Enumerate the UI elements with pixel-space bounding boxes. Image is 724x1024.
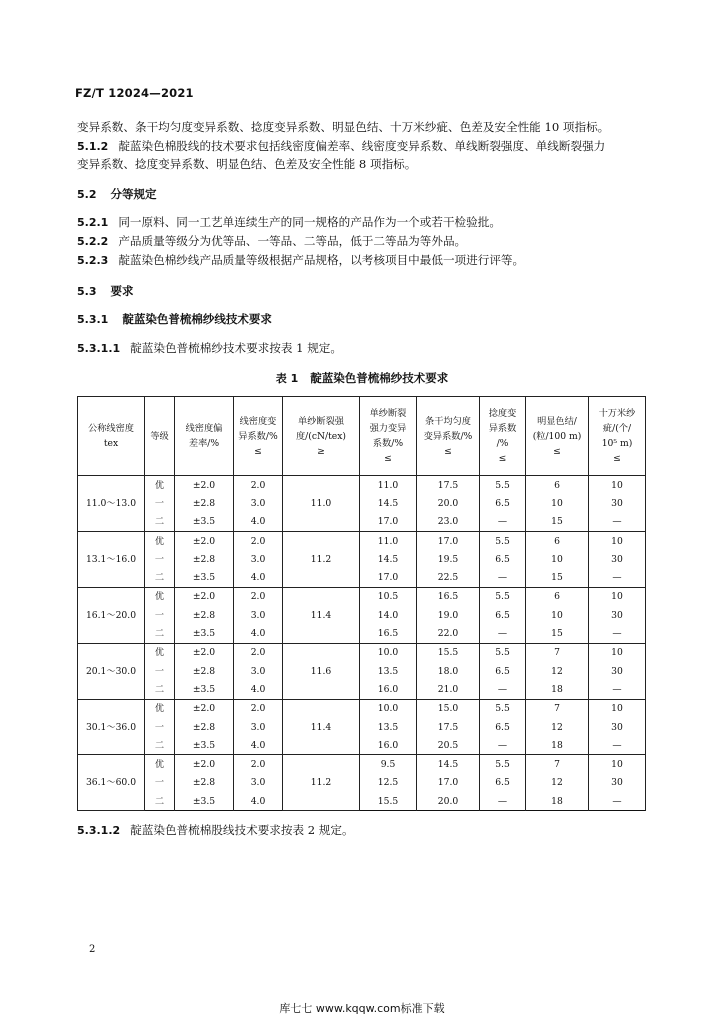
heading-title: 要求 [110, 284, 134, 298]
heading-5-3-1 [77, 311, 272, 328]
yarn-faults-cell: 10 [589, 643, 646, 662]
table-row [78, 476, 646, 495]
strength-cv-cell: 17.0 [360, 513, 417, 532]
column-header-line: 明显色结/ [537, 415, 577, 427]
evenness-cv-cell: 17.0 [417, 774, 480, 792]
clause-number: 5.2.3 [77, 254, 109, 267]
breaking-tenacity-cell: 11.4 [283, 587, 360, 643]
column-header-line: ≤ [498, 453, 507, 464]
paragraph-5-2-2 [77, 233, 466, 250]
paragraph-text: 同一原料、同一工艺单连续生产的同一规格的产品作为一个或若干检验批。 [118, 215, 501, 229]
yarn-faults-cell: 10 [589, 531, 646, 550]
column-header-line: 线密度变 [239, 415, 277, 427]
yarn-faults-cell: 10 [589, 587, 646, 606]
clause-number: 5.1.2 [77, 140, 109, 153]
grade-cell: 优 [145, 643, 175, 662]
column-header-line: (粒/100 m) [532, 430, 582, 442]
grade-cell: 二 [145, 792, 175, 811]
evenness-cv-cell: 20.0 [417, 494, 480, 512]
color-knots-cell: 10 [526, 606, 589, 624]
twist-cv-cell: 5.5 [480, 531, 526, 550]
strength-cv-cell: 13.5 [360, 662, 417, 680]
grade-cell: 二 [145, 624, 175, 643]
color-knots-cell: 12 [526, 718, 589, 736]
linear-density-range-cell: 16.1～20.0 [78, 587, 145, 643]
evenness-cv-cell: 19.5 [417, 550, 480, 568]
linear-density-range-cell: 13.1～16.0 [78, 531, 145, 587]
grade-cell: 一 [145, 494, 175, 512]
color-knots-cell: 18 [526, 736, 589, 755]
yarn-faults-cell: — [589, 736, 646, 755]
density-deviation-cell: ±2.8 [175, 774, 234, 792]
breaking-tenacity-cell: 11.0 [283, 476, 360, 532]
column-header [589, 397, 646, 476]
heading-5-3 [77, 283, 134, 300]
yarn-faults-cell: 10 [589, 699, 646, 718]
table-row [78, 774, 646, 792]
evenness-cv-cell: 14.5 [417, 755, 480, 774]
paragraph-text: 变异系数、条干均匀度变异系数、捻度变异系数、明显色结、十万米纱疵、色差及安全性能 10 项指标。 [77, 120, 610, 134]
twist-cv-cell: — [480, 736, 526, 755]
column-header-line: 系数/% [372, 438, 404, 449]
table-row [78, 513, 646, 532]
color-knots-cell: 6 [526, 531, 589, 550]
strength-cv-cell: 14.0 [360, 606, 417, 624]
grade-cell: 一 [145, 718, 175, 736]
density-deviation-cell: ±2.0 [175, 531, 234, 550]
density-deviation-cell: ±3.5 [175, 513, 234, 532]
strength-cv-cell: 14.5 [360, 550, 417, 568]
strength-cv-cell: 11.0 [360, 531, 417, 550]
density-deviation-cell: ±3.5 [175, 736, 234, 755]
grade-cell: 二 [145, 513, 175, 532]
breaking-tenacity-cell: 11.2 [283, 531, 360, 587]
table-number: 表 1 [275, 372, 299, 385]
yarn-faults-cell: 30 [589, 774, 646, 792]
column-header [145, 397, 175, 476]
strength-cv-cell: 17.0 [360, 568, 417, 587]
column-header-line: ≤ [444, 445, 452, 457]
density-cv-cell: 3.0 [234, 774, 283, 792]
density-deviation-cell: ±3.5 [175, 792, 234, 811]
column-header-line: 10⁵ m) [601, 438, 633, 449]
color-knots-cell: 15 [526, 568, 589, 587]
strength-cv-cell: 10.0 [360, 643, 417, 662]
grade-cell: 优 [145, 476, 175, 495]
grade-cell: 二 [145, 736, 175, 755]
grade-cell: 一 [145, 662, 175, 680]
clause-number: 5.3 [77, 285, 97, 298]
table-row [78, 680, 646, 699]
twist-cv-cell: 6.5 [480, 606, 526, 624]
clause-number: 5.3.1 [77, 313, 109, 326]
evenness-cv-cell: 20.5 [417, 736, 480, 755]
strength-cv-cell: 16.0 [360, 736, 417, 755]
table-row [78, 718, 646, 736]
paragraph-5-1-2-line2 [77, 156, 416, 172]
spec-table [77, 396, 646, 811]
clause-number: 5.2.1 [77, 216, 109, 229]
twist-cv-cell: — [480, 792, 526, 811]
evenness-cv-cell: 23.0 [417, 513, 480, 532]
density-deviation-cell: ±2.0 [175, 476, 234, 495]
color-knots-cell: 15 [526, 624, 589, 643]
density-deviation-cell: ±2.8 [175, 494, 234, 512]
yarn-faults-cell: — [589, 568, 646, 587]
grade-cell: 优 [145, 699, 175, 718]
breaking-tenacity-cell: 11.6 [283, 643, 360, 699]
column-header-line: 公称线密度 [88, 423, 134, 434]
table-row [78, 736, 646, 755]
column-header [417, 397, 480, 476]
twist-cv-cell: 5.5 [480, 755, 526, 774]
density-cv-cell: 4.0 [234, 568, 283, 587]
yarn-faults-cell: — [589, 680, 646, 699]
breaking-tenacity-cell: 11.4 [283, 699, 360, 755]
density-cv-cell: 3.0 [234, 494, 283, 512]
breaking-tenacity-cell: 11.2 [283, 755, 360, 811]
color-knots-cell: 10 [526, 494, 589, 512]
heading-5-2 [77, 186, 157, 203]
table-row [78, 699, 646, 718]
density-cv-cell: 3.0 [234, 550, 283, 568]
grade-cell: 二 [145, 568, 175, 587]
density-cv-cell: 2.0 [234, 531, 283, 550]
table-row [78, 662, 646, 680]
yarn-faults-cell: 10 [589, 755, 646, 774]
column-header-line: 差率/% [188, 438, 220, 449]
density-cv-cell: 4.0 [234, 513, 283, 532]
paragraph-text: 变异系数、捻度变异系数、明显色结、色差及安全性能 8 项指标。 [77, 157, 417, 171]
column-header-line: 条干均匀度 [425, 415, 471, 427]
grade-cell: 优 [145, 531, 175, 550]
color-knots-cell: 7 [526, 755, 589, 774]
column-header [175, 397, 234, 476]
density-cv-cell: 4.0 [234, 736, 283, 755]
column-header-line: 十万米纱 [598, 408, 636, 419]
density-deviation-cell: ±2.8 [175, 550, 234, 568]
density-cv-cell: 4.0 [234, 624, 283, 643]
evenness-cv-cell: 21.0 [417, 680, 480, 699]
density-deviation-cell: ±2.8 [175, 606, 234, 624]
color-knots-cell: 6 [526, 587, 589, 606]
table-row [78, 643, 646, 662]
table-row [78, 606, 646, 624]
density-deviation-cell: ±3.5 [175, 680, 234, 699]
header-row [78, 397, 646, 476]
page-number: 2 [89, 944, 96, 955]
column-header-line: 异系数 [488, 423, 517, 434]
linear-density-range-cell: 11.0～13.0 [78, 476, 145, 532]
column-header-line: 单纱断裂 [369, 408, 407, 419]
clause-number: 5.2.2 [77, 235, 109, 248]
strength-cv-cell: 9.5 [360, 755, 417, 774]
column-header [234, 397, 283, 476]
density-cv-cell: 2.0 [234, 587, 283, 606]
twist-cv-cell: 5.5 [480, 643, 526, 662]
density-deviation-cell: ±2.8 [175, 718, 234, 736]
strength-cv-cell: 13.5 [360, 718, 417, 736]
paragraph-text: 靛蓝染色普梳棉纱技术要求按表 1 规定。 [130, 341, 342, 355]
column-header-line: tex [103, 438, 119, 449]
twist-cv-cell: — [480, 624, 526, 643]
density-deviation-cell: ±2.0 [175, 587, 234, 606]
table-body [78, 476, 646, 811]
column-header [78, 397, 145, 476]
footer-watermark: 库七七 www.kqqw.com标准下载 [279, 1002, 445, 1015]
column-header-line: ≤ [384, 453, 392, 464]
evenness-cv-cell: 15.5 [417, 643, 480, 662]
twist-cv-cell: — [480, 680, 526, 699]
density-deviation-cell: ±3.5 [175, 568, 234, 587]
grade-cell: 优 [145, 587, 175, 606]
evenness-cv-cell: 15.0 [417, 699, 480, 718]
yarn-faults-cell: 30 [589, 494, 646, 512]
twist-cv-cell: — [480, 513, 526, 532]
yarn-faults-cell: — [589, 792, 646, 811]
density-cv-cell: 2.0 [234, 643, 283, 662]
paragraph-5-1-2 [77, 138, 605, 155]
clause-number: 5.2 [77, 188, 97, 201]
table-row [78, 792, 646, 811]
table-row [78, 494, 646, 512]
column-header-line: 捻度变 [488, 408, 517, 419]
paragraph-5-2-3 [77, 252, 524, 269]
column-header-line: ≤ [254, 445, 262, 457]
strength-cv-cell: 14.5 [360, 494, 417, 512]
table-header [78, 397, 646, 476]
grade-cell: 一 [145, 550, 175, 568]
column-header-line: 度/(cN/tex) [295, 430, 347, 442]
paragraph-5-3-1-2 [77, 822, 354, 839]
paragraph-5-1-1-continued [77, 119, 609, 135]
column-header-line: 等级 [150, 430, 169, 442]
standard-code: FZ/T 12024—2021 [75, 86, 194, 100]
color-knots-cell: 10 [526, 550, 589, 568]
density-cv-cell: 3.0 [234, 662, 283, 680]
yarn-faults-cell: 30 [589, 550, 646, 568]
yarn-faults-cell: 30 [589, 606, 646, 624]
color-knots-cell: 12 [526, 774, 589, 792]
column-header [480, 397, 526, 476]
evenness-cv-cell: 16.5 [417, 587, 480, 606]
column-header-line: /% [496, 438, 509, 449]
column-header-line: 变异系数/% [423, 430, 473, 442]
density-deviation-cell: ±2.0 [175, 643, 234, 662]
density-deviation-cell: ±3.5 [175, 624, 234, 643]
strength-cv-cell: 16.5 [360, 624, 417, 643]
grade-cell: 二 [145, 680, 175, 699]
evenness-cv-cell: 18.0 [417, 662, 480, 680]
yarn-faults-cell: — [589, 513, 646, 532]
table-caption [0, 370, 724, 386]
twist-cv-cell: 6.5 [480, 774, 526, 792]
table-row [78, 755, 646, 774]
column-header [526, 397, 589, 476]
column-header-line: ≤ [613, 453, 621, 464]
color-knots-cell: 18 [526, 680, 589, 699]
grade-cell: 一 [145, 774, 175, 792]
evenness-cv-cell: 19.0 [417, 606, 480, 624]
column-header-line: 异系数/% [238, 430, 278, 442]
yarn-faults-cell: 30 [589, 718, 646, 736]
paragraph-5-3-1-1 [77, 340, 342, 357]
column-header-line: 疵/(个/ [602, 423, 632, 434]
density-deviation-cell: ±2.8 [175, 662, 234, 680]
density-cv-cell: 2.0 [234, 699, 283, 718]
color-knots-cell: 15 [526, 513, 589, 532]
strength-cv-cell: 10.5 [360, 587, 417, 606]
twist-cv-cell: 5.5 [480, 476, 526, 495]
strength-cv-cell: 11.0 [360, 476, 417, 495]
table-title: 靛蓝染色普梳棉纱技术要求 [310, 371, 449, 385]
evenness-cv-cell: 17.5 [417, 476, 480, 495]
evenness-cv-cell: 22.0 [417, 624, 480, 643]
table-row [78, 568, 646, 587]
strength-cv-cell: 12.5 [360, 774, 417, 792]
strength-cv-cell: 10.0 [360, 699, 417, 718]
grade-cell: 一 [145, 606, 175, 624]
evenness-cv-cell: 20.0 [417, 792, 480, 811]
density-deviation-cell: ±2.0 [175, 699, 234, 718]
twist-cv-cell: 6.5 [480, 718, 526, 736]
yarn-faults-cell: 30 [589, 662, 646, 680]
twist-cv-cell: 6.5 [480, 550, 526, 568]
clause-number: 5.3.1.2 [77, 824, 121, 837]
twist-cv-cell: 6.5 [480, 662, 526, 680]
color-knots-cell: 7 [526, 699, 589, 718]
linear-density-range-cell: 30.1～36.0 [78, 699, 145, 755]
table-row [78, 550, 646, 568]
evenness-cv-cell: 17.5 [417, 718, 480, 736]
linear-density-range-cell: 36.1～60.0 [78, 755, 145, 811]
yarn-faults-cell: — [589, 624, 646, 643]
evenness-cv-cell: 17.0 [417, 531, 480, 550]
density-cv-cell: 2.0 [234, 476, 283, 495]
evenness-cv-cell: 22.5 [417, 568, 480, 587]
density-cv-cell: 3.0 [234, 718, 283, 736]
table-row [78, 531, 646, 550]
color-knots-cell: 12 [526, 662, 589, 680]
strength-cv-cell: 16.0 [360, 680, 417, 699]
color-knots-cell: 18 [526, 792, 589, 811]
paragraph-text: 靛蓝染色棉股线的技术要求包括线密度偏差率、线密度变异系数、单线断裂强度、单线断裂强力 [118, 139, 606, 153]
density-cv-cell: 2.0 [234, 755, 283, 774]
column-header-line: ≥ [317, 445, 325, 457]
twist-cv-cell: — [480, 568, 526, 587]
color-knots-cell: 7 [526, 643, 589, 662]
density-cv-cell: 4.0 [234, 680, 283, 699]
column-header [283, 397, 360, 476]
twist-cv-cell: 5.5 [480, 699, 526, 718]
heading-title: 靛蓝染色普梳棉纱线技术要求 [122, 312, 272, 326]
table-row [78, 624, 646, 643]
density-deviation-cell: ±2.0 [175, 755, 234, 774]
paragraph-text: 靛蓝染色棉纱线产品质量等级根据产品规格，以考核项目中最低一项进行评等。 [118, 253, 525, 267]
column-header-line: 线密度偏 [185, 423, 223, 434]
column-header-line: ≤ [553, 445, 561, 457]
table-row [78, 587, 646, 606]
twist-cv-cell: 5.5 [480, 587, 526, 606]
paragraph-text: 产品质量等级分为优等品、一等品、二等品，低于二等品为等外品。 [118, 234, 467, 248]
grade-cell: 优 [145, 755, 175, 774]
paragraph-5-2-1 [77, 214, 501, 231]
density-cv-cell: 4.0 [234, 792, 283, 811]
column-header-line: 强力变异 [369, 423, 407, 434]
clause-number: 5.3.1.1 [77, 342, 121, 355]
linear-density-range-cell: 20.1～30.0 [78, 643, 145, 699]
column-header [360, 397, 417, 476]
column-header-line: 单纱断裂强 [298, 415, 344, 427]
paragraph-text: 靛蓝染色普梳棉股线技术要求按表 2 规定。 [130, 823, 354, 837]
yarn-faults-cell: 10 [589, 476, 646, 495]
strength-cv-cell: 15.5 [360, 792, 417, 811]
density-cv-cell: 3.0 [234, 606, 283, 624]
twist-cv-cell: 6.5 [480, 494, 526, 512]
color-knots-cell: 6 [526, 476, 589, 495]
heading-title: 分等规定 [110, 187, 157, 201]
